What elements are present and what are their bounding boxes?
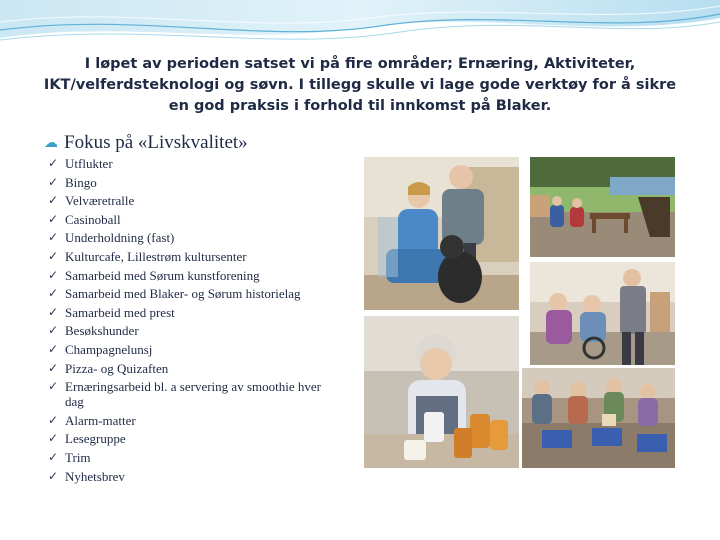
list-item: ✓ Samarbeid med Sørum kunstforening [48, 267, 260, 283]
list-item: ✓ Velværetralle [48, 193, 135, 209]
checkmark-icon: ✓ [48, 360, 59, 375]
photo-priest-visit [530, 262, 675, 365]
checkmark-icon: ✓ [48, 341, 59, 356]
checkmark-icon: ✓ [48, 286, 59, 301]
checkmark-icon: ✓ [48, 267, 59, 282]
checkmark-icon: ✓ [48, 174, 59, 189]
list-item: ✓ Casinoball [48, 211, 121, 227]
checkmark-icon: ✓ [48, 211, 59, 226]
list-item: ✓ Ernæringsarbeid bl. a servering av smoothie hver dag [48, 379, 321, 410]
checkmark-icon: ✓ [48, 193, 59, 208]
list-item: ✓ Lesegruppe [48, 431, 126, 447]
checkmark-icon: ✓ [48, 412, 59, 427]
checkmark-icon: ✓ [48, 304, 59, 319]
checkmark-icon: ✓ [48, 230, 59, 245]
cloud-bullet-icon: ☁ [44, 135, 58, 151]
list-item: ✓ Champagnelunsj [48, 341, 153, 357]
list-item: ✓ Underholdning (fast) [48, 230, 175, 246]
list-item: ✓ Utflukter [48, 156, 113, 171]
section-title [44, 132, 248, 154]
section-title-text: Fokus på «Livskvalitet» [64, 132, 248, 153]
list-item: ✓ Nyhetsbrev [48, 468, 125, 484]
list-item: ✓ Kulturcafe, Lillestrøm kultursenter [48, 248, 247, 264]
photo-outdoor-terrace [530, 157, 675, 257]
checkmark-icon: ✓ [48, 248, 59, 263]
list-item: ✓ Besøkshunder [48, 323, 139, 339]
checkmark-icon: ✓ [48, 431, 59, 446]
list-item: ✓ Samarbeid med Blaker- og Sørum historielag [48, 286, 301, 302]
photo-dog-visit [364, 157, 519, 310]
header-wave-decoration [0, 0, 720, 58]
list-item: ✓ Samarbeid med prest [48, 304, 175, 320]
checkmark-icon: ✓ [48, 449, 59, 464]
list-item: ✓ Pizza- og Quizaften [48, 360, 169, 376]
checkmark-icon: ✓ [48, 379, 59, 394]
activity-list [48, 156, 348, 487]
photo-smoothie-lady [364, 316, 519, 468]
checkmark-icon: ✓ [48, 156, 59, 170]
photo-bingo-group [522, 368, 675, 468]
list-item: ✓ Bingo [48, 174, 97, 190]
checkmark-icon: ✓ [48, 468, 59, 483]
list-item: ✓ Alarm-matter [48, 412, 136, 428]
slide-heading: I løpet av perioden satset vi på fire områder; Ernæring, Aktiviteter, IKT/velferdsteknologi og søvn. I tillegg skulle vi lage gode verktøy for å sikre en god praksis i forhold til innkomst på Blaker. [43, 56, 677, 114]
list-item: ✓ Trim [48, 449, 91, 465]
checkmark-icon: ✓ [48, 323, 59, 338]
